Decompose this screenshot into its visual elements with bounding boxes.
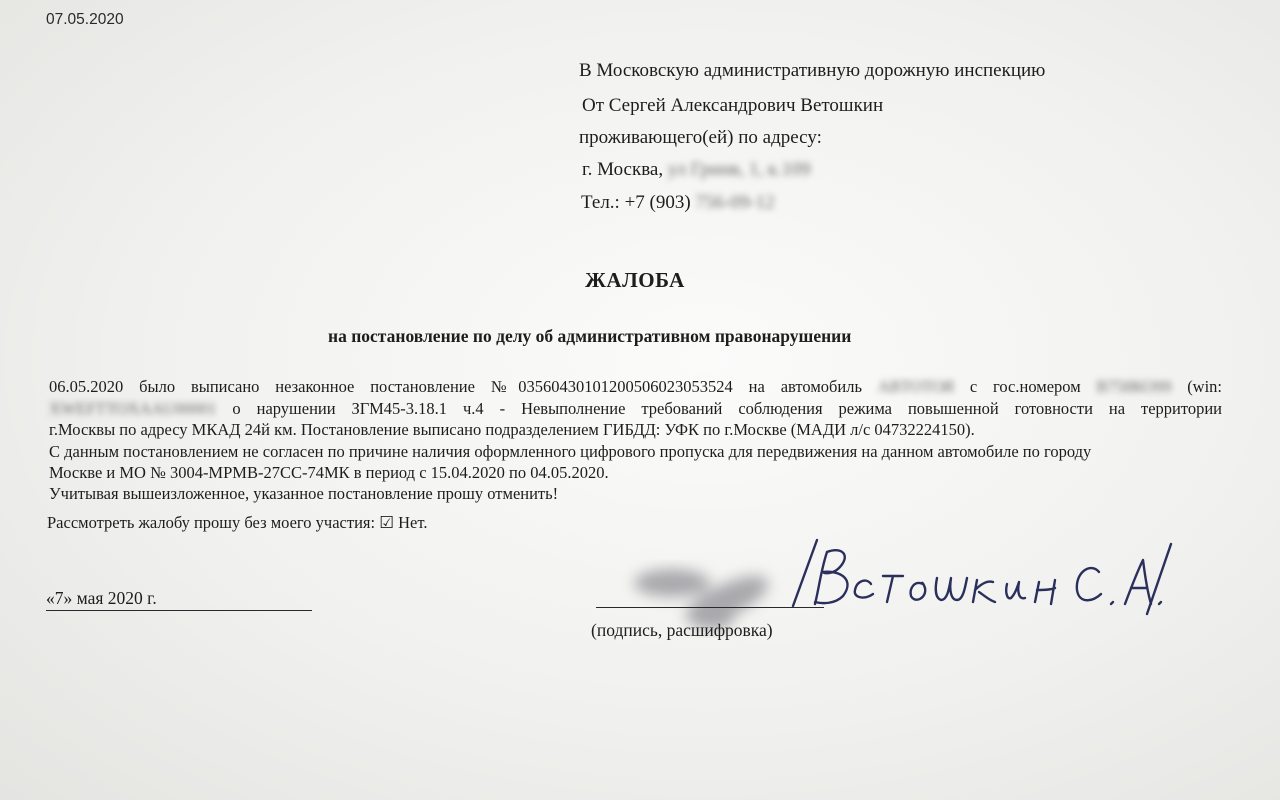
body-line-1: 06.05.2020 было выписано незаконное постановление №03560430101200506023053524 на автомобиль АВТОТОЯ с гос.номером В758КО99 (win: [49, 377, 1223, 396]
address-redacted: ул Гринв, 1, к.109 [667, 159, 811, 180]
addressee-line: В Московскую административную дорожную инспекцию [579, 60, 1046, 81]
car-model-redacted: АВТОТОЯ [877, 377, 954, 396]
signature-caption: (подпись, расшифровка) [591, 620, 773, 640]
body-line-6: Учитывая вышеизложенное, указанное постановление прошу отменить! [49, 484, 559, 503]
vin-redacted: XWEFTTOXAAU00001 [49, 399, 217, 418]
phone-line [581, 192, 775, 214]
body-line-2: XWEFTTOXAAU00001 о нарушении ЗГМ45-3.18.1 ч.4 - Невыполнение требований соблюдения режима повышенной готовности на территории [49, 399, 1223, 418]
plate-redacted: В758КО99 [1096, 377, 1172, 396]
body-line-5: Москве и МО № 3004-МРМВ-27СС-74МК в период с 15.04.2020 по 04.05.2020. [49, 463, 609, 482]
address-city: г. Москва, [582, 159, 664, 180]
document-subtitle: на постановление по делу об административном правонарушении [328, 326, 852, 346]
handwritten-signature [775, 532, 1175, 618]
body-line-4: С данным постановлением не согласен по причине наличия оформленного цифрового пропуска для передвижения на данном автомобиле по городу [49, 442, 1092, 461]
phone-label: Тел.: +7 (903) [581, 192, 691, 213]
sender-name-line: От Сергей Александрович Ветошкин [582, 95, 884, 116]
phone-redacted: 756-09-12 [695, 192, 775, 213]
signature-date: «7» мая 2020 г. [46, 588, 157, 608]
print-date: 07.05.2020 [46, 11, 124, 28]
residence-label: проживающего(ей) по адресу: [579, 127, 822, 148]
date-underline [46, 610, 312, 611]
body-line-3: г.Москвы по адресу МКАД 24й км. Постановление выписано подразделением ГИБДД: УФК по г.Москве (МАДИ л/с 04732224150). [49, 420, 975, 439]
document-title: ЖАЛОБА [585, 268, 685, 292]
participation-line: Рассмотреть жалобу прошу без моего участия: ☑ Нет. [47, 513, 428, 532]
address-line [582, 159, 810, 181]
